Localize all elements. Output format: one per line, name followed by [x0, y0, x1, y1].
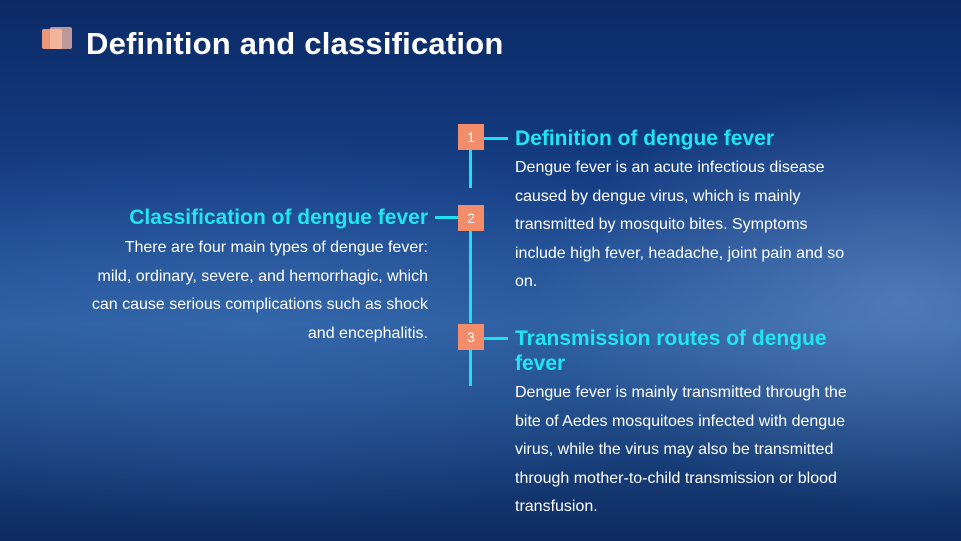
marker-1: 1: [458, 124, 484, 150]
heading-transmission: Transmission routes of dengue fever: [515, 327, 827, 375]
slide-title: Definition and classification: [86, 26, 504, 61]
timeline-line-1: [469, 150, 472, 188]
logo-squares-icon: [42, 27, 74, 53]
timeline-line-3: [469, 350, 472, 386]
timeline-line-2: [469, 231, 472, 323]
connector-1: [484, 137, 508, 140]
text-transmission: Dengue fever is mainly transmitted through the bite of Aedes mosquitoes infected with dengue virus, while the virus may also be transmitted through mother-to-child transmission or blood transfusion.: [515, 384, 847, 515]
text-classification: There are four main types of dengue fever: mild, ordinary, severe, and hemorrhagic, which can cause serious complications such as shock and encephalitis.: [91, 239, 428, 342]
heading-definition: Definition of dengue fever: [515, 127, 775, 150]
text-definition: Dengue fever is an acute infectious disease caused by dengue virus, which is mainly transmitted by mosquito bites. Symptoms include high fever, headache, joint pain and so on.: [515, 159, 845, 290]
heading-classification: Classification of dengue fever: [129, 206, 428, 229]
marker-3: 3: [458, 324, 484, 350]
marker-2: 2: [458, 205, 484, 231]
connector-2: [435, 216, 458, 219]
connector-3: [484, 337, 508, 340]
